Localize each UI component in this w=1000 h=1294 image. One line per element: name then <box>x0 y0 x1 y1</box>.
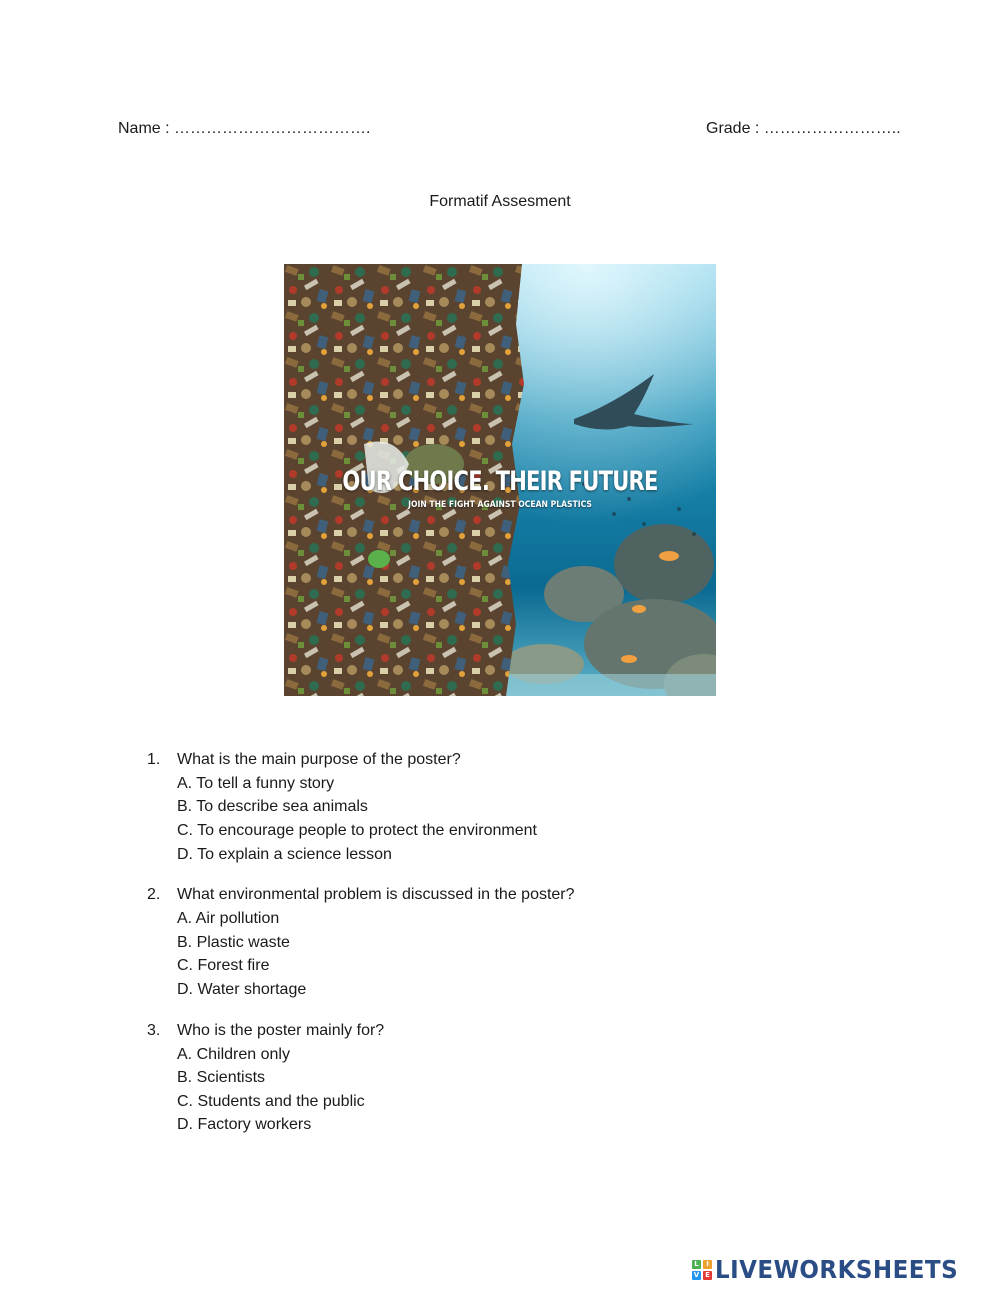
answer-option[interactable]: D. Factory workers <box>177 1116 312 1134</box>
answer-option[interactable]: A. To tell a funny story <box>177 774 335 792</box>
question-number: 2. <box>147 886 161 904</box>
logo-mark-letter: L <box>692 1260 701 1269</box>
answer-option[interactable]: C. To encourage people to protect the environment <box>177 821 537 839</box>
answer-option[interactable]: B. Scientists <box>177 1069 266 1087</box>
logo-wordmark: LIVEWORKSHEETS <box>715 1255 959 1284</box>
answer-option[interactable]: B. Plastic waste <box>177 933 290 951</box>
question-number: 3. <box>147 1021 161 1039</box>
question-text: What environmental problem is discussed in the poster? <box>177 886 575 904</box>
poster-subheadline: JOIN THE FIGHT AGAINST OCEAN PLASTICS <box>408 500 592 510</box>
page-title: Formatif Assesment <box>429 193 571 210</box>
question-item <box>147 748 847 866</box>
logo-mark-letter: V <box>693 1270 700 1279</box>
answer-option[interactable]: A. Children only <box>177 1045 290 1063</box>
question-number: 1. <box>147 751 161 768</box>
answer-option[interactable]: A. Air pollution <box>177 910 280 928</box>
logo-mark-letter: E <box>703 1271 712 1280</box>
grade-field-label: Grade : …………………….. <box>706 120 901 137</box>
ocean-plastics-poster-image <box>284 264 716 696</box>
answer-option[interactable]: C. Forest fire <box>177 957 270 975</box>
question-list <box>147 748 847 1154</box>
answer-option[interactable]: D. To explain a science lesson <box>177 845 392 863</box>
answer-option[interactable]: C. Students and the public <box>177 1092 365 1110</box>
logo-mark-letter: I <box>703 1260 712 1269</box>
question-item <box>147 883 847 1001</box>
question-text: Who is the poster mainly for? <box>177 1021 385 1039</box>
answer-option[interactable]: B. To describe sea animals <box>177 798 368 816</box>
question-text: What is the main purpose of the poster? <box>177 751 461 768</box>
poster-headline: OUR CHOICE. THEIR FUTURE <box>342 466 658 497</box>
liveworksheets-logo[interactable] <box>692 1255 979 1284</box>
answer-option[interactable]: D. Water shortage <box>177 980 307 998</box>
question-item <box>147 1019 847 1137</box>
logo-mark-icon <box>692 1260 712 1280</box>
name-field-label: Name : ………………………………. <box>118 120 371 137</box>
